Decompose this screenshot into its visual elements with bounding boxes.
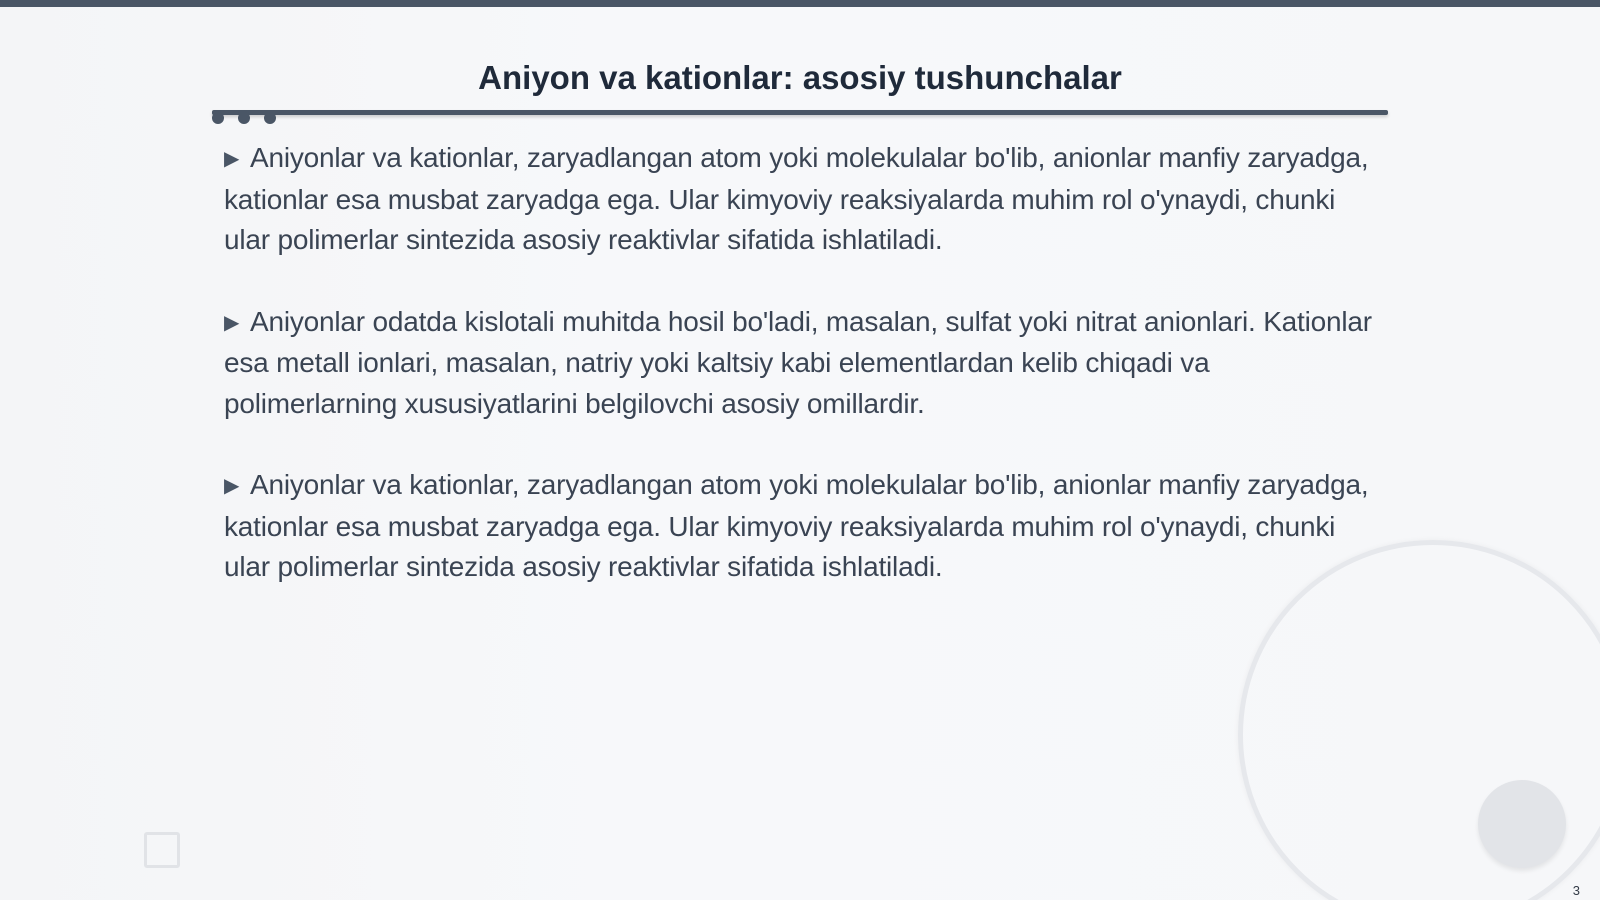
decorative-disc	[1478, 780, 1566, 868]
dot-icon	[264, 112, 276, 124]
bullet-paragraph	[224, 465, 1374, 588]
top-accent-bar	[0, 0, 1600, 7]
triangle-right-icon: ▶	[224, 311, 240, 334]
triangle-right-icon: ▶	[224, 475, 240, 497]
paragraph-text: Aniyonlar odatda kislotali muhitda hosil bo'ladi, masalan, sulfat yoki nitrat anionlari. Kationlar esa metall ionlari, masalan, natriy yoki kaltsiy kabi elementlardan kelib chiqadi va polimerlarning xususiyatlarini belgilovchi asosiy omillardir.	[224, 305, 1372, 419]
slide-content	[224, 138, 1374, 629]
paragraph-text: Aniyonlar va kationlar, zaryadlangan atom yoki molekulalar bo'lib, anionlar manfiy zaryadga, kationlar esa musbat zaryadga ega. Ular kimyoviy reaksiyalarda muhim rol o'ynaydi, chunki ular polimerlar sintezida asosiy reaktivlar sifatida ishlatiladi.	[224, 142, 1369, 255]
title-underline-dots	[212, 112, 276, 126]
paragraph-text: Aniyonlar va kationlar, zaryadlangan atom yoki molekulalar bo'lib, anionlar manfiy zaryadga, kationlar esa musbat zaryadga ega. Ular kimyoviy reaksiyalarda muhim rol o'ynaydi, chunki ular polimerlar sintezida asosiy reaktivlar sifatida ishlatiladi.	[224, 469, 1369, 582]
bullet-paragraph	[224, 138, 1374, 261]
dot-icon	[212, 112, 224, 124]
bullet-paragraph	[224, 302, 1374, 425]
title-underline	[212, 110, 1388, 115]
dot-icon	[238, 112, 250, 124]
slide-title: Aniyon va kationlar: asosiy tushunchalar	[478, 59, 1122, 96]
page-number: 3	[1572, 883, 1580, 898]
decorative-square	[144, 832, 180, 868]
triangle-right-icon: ▶	[224, 148, 240, 170]
